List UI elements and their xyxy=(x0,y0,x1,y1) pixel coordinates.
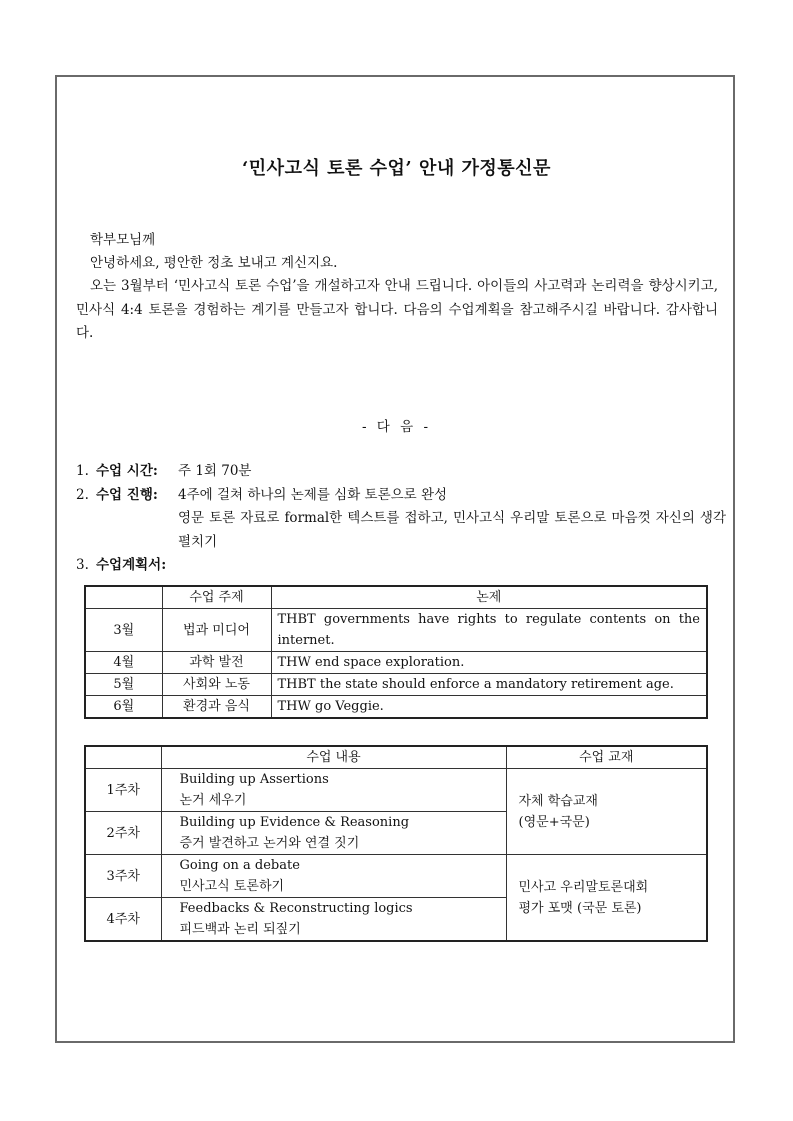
topic-cell: 환경과 음식 xyxy=(162,696,271,719)
material-cell xyxy=(506,769,707,855)
list-item-time: 1. 수업 시간: 주 1회 70분 xyxy=(76,460,726,484)
content-cell xyxy=(161,812,506,855)
motion-cell: THW end space exploration. xyxy=(271,652,707,674)
week-cell: 3주차 xyxy=(85,855,161,898)
document-title: ‘민사고식 토론 수업’ 안내 가정통신문 xyxy=(242,158,551,179)
content-en: Feedbacks & Reconstructing logics xyxy=(179,901,413,916)
content-ko: 논거 세우기 xyxy=(179,793,247,808)
material-line: 민사고 우리말토론대회 xyxy=(518,879,649,895)
motion-cell: THBT the state should enforce a mandatory retirement age. xyxy=(271,674,707,696)
table-row xyxy=(85,696,707,719)
monthly-plan-table xyxy=(84,585,708,719)
header-cell: 수업 교재 xyxy=(506,746,707,769)
weekly-plan-table xyxy=(84,745,708,942)
content-en: Going on a debate xyxy=(179,858,300,873)
content-en: Building up Evidence & Reasoning xyxy=(179,815,410,830)
header-cell xyxy=(85,586,162,609)
item-value: 주 1회 70분 xyxy=(178,463,252,479)
item-value: 4주에 걸쳐 하나의 논제를 심화 토론으로 완성 xyxy=(178,486,448,503)
table-row xyxy=(85,674,707,696)
week-cell: 4주차 xyxy=(85,898,161,942)
header-cell xyxy=(85,746,161,769)
item-label: 수업계획서: xyxy=(96,557,167,573)
topic-cell: 법과 미디어 xyxy=(162,609,271,652)
content-cell xyxy=(161,855,506,898)
table-row xyxy=(85,769,707,812)
table-header-row xyxy=(85,586,707,609)
table-row xyxy=(85,652,707,674)
header-cell: 수업 주제 xyxy=(162,586,271,609)
list-item-plan: 3. 수업계획서: xyxy=(76,554,726,578)
info-list xyxy=(76,460,726,578)
material-line: (영문+국문) xyxy=(518,814,590,830)
content-cell xyxy=(161,898,506,942)
salutation: 학부모님께 xyxy=(90,232,156,248)
letter-body: 오는 3월부터 ‘민사고식 토론 수업’을 개설하고자 안내 드립니다. 아이들의 사고력과 논리력을 향상시키고, 민사식 4:4 토론을 경험하는 계기를 만들고자 합니다. 다음의 수업계획을 참고해주시길 바랍니다. 감사합니다. xyxy=(76,278,718,341)
list-item-progress: 2. 수업 진행: 4주에 걸쳐 하나의 논제를 심화 토론으로 완성 xyxy=(76,484,726,508)
item-value-detail: 영문 토론 자료로 formal한 텍스트를 접하고, 민사고식 우리말 토론으로 마음껏 자신의 생각 펼치기 xyxy=(178,510,726,550)
content-ko: 민사고식 토론하기 xyxy=(179,879,285,894)
material-cell xyxy=(506,855,707,942)
month-cell: 5월 xyxy=(85,674,162,696)
content-cell xyxy=(161,769,506,812)
content-ko: 증거 발견하고 논거와 연결 짓기 xyxy=(179,836,360,851)
week-cell: 1주차 xyxy=(85,769,161,812)
greeting: 안녕하세요, 평안한 정초 보내고 계신지요. xyxy=(90,255,338,271)
header-cell: 수업 내용 xyxy=(161,746,506,769)
motion-cell: THW go Veggie. xyxy=(271,696,707,719)
topic-cell: 과학 발전 xyxy=(162,652,271,674)
content-ko: 피드백과 논리 되짚기 xyxy=(179,922,301,937)
topic-cell: 사회와 노동 xyxy=(162,674,271,696)
content-en: Building up Assertions xyxy=(179,772,329,787)
item-label: 수업 진행: xyxy=(96,486,158,503)
material-line: 자체 학습교재 xyxy=(518,793,598,809)
month-cell: 4월 xyxy=(85,652,162,674)
header-cell: 논제 xyxy=(271,586,707,609)
material-line: 평가 포맷 (국문 토론) xyxy=(518,900,642,916)
item-label: 수업 시간: xyxy=(96,463,158,479)
month-cell: 6월 xyxy=(85,696,162,719)
table-row xyxy=(85,609,707,652)
table-header-row xyxy=(85,746,707,769)
section-marker: - 다 음 - xyxy=(361,419,432,435)
table-row xyxy=(85,855,707,898)
week-cell: 2주차 xyxy=(85,812,161,855)
motion-cell: THBT governments have rights to regulate contents on the internet. xyxy=(271,609,707,652)
month-cell: 3월 xyxy=(85,609,162,652)
